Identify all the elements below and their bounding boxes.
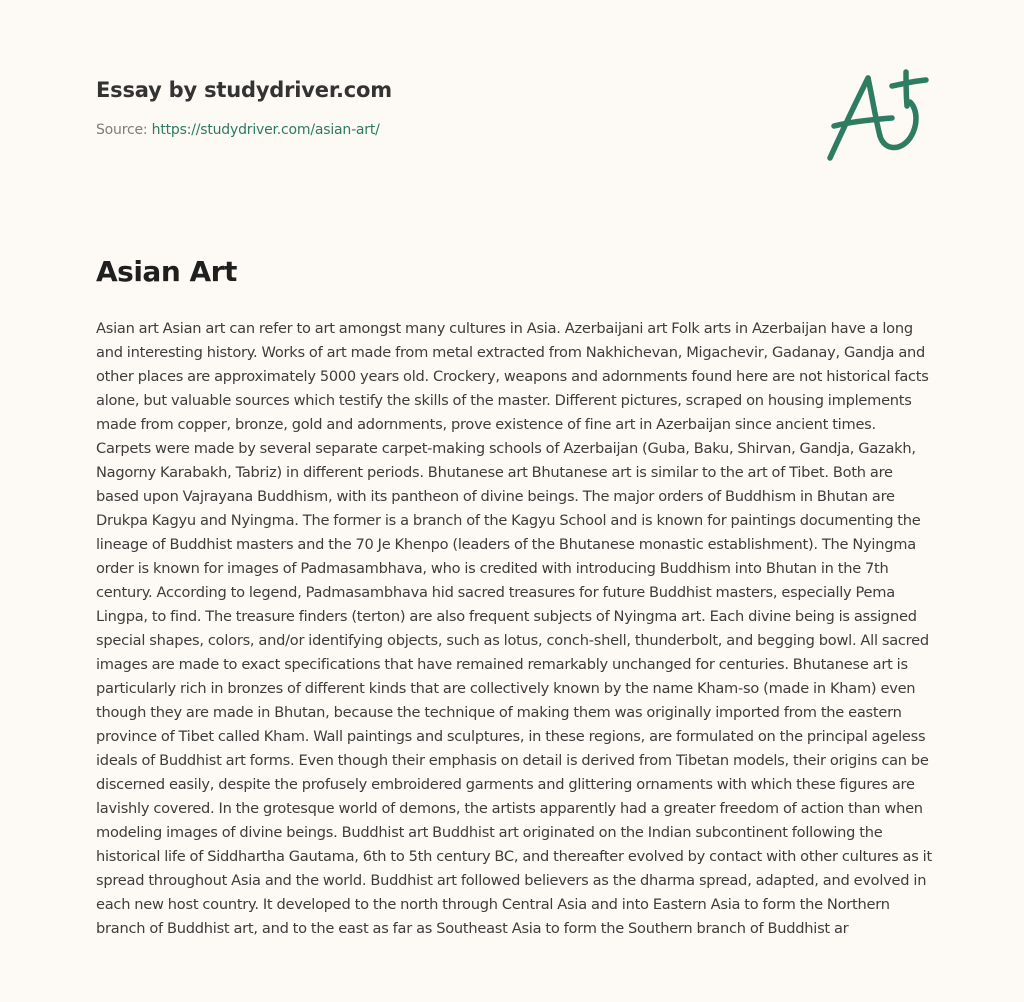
a-plus-grade-icon <box>822 66 932 166</box>
page-header <box>96 74 696 140</box>
article-title: Asian Art <box>96 255 237 288</box>
source-link[interactable]: https://studydriver.com/asian-art/ <box>151 122 380 138</box>
site-title: Essay by studydriver.com <box>96 78 392 102</box>
source-label: Source: <box>96 122 148 138</box>
source-line <box>96 120 696 140</box>
article-body: Asian art Asian art can refer to art amongst many cultures in Asia. Azerbaijani art Folk arts in Azerbaijan have a long and interesting history. Works of art made from metal extracted from Nakhichevan, Migachevir, Gadanay, Gandja and other places are approximately 5000 years old. Crockery, weapons and adornments found here are not historical facts alone, but valuable sources which testify the skills of the master. Different pictures, scraped on housing implements made from copper, bronze, gold and adornments, prove existence of fine art in Azerbaijan since ancient times. Carpets were made by several separate carpet-making schools of Azerbaijan (Guba, Baku, Shirvan, Gandja, Gazakh, Nagorny Karabakh, Tabriz) in different periods. Bhutanese art Bhutanese art is similar to the art of Tibet. Both are based upon Vajrayana Buddhism, with its pantheon of divine beings. The major orders of Buddhism in Bhutan are Drukpa Kagyu and Nyingma. The former is a branch of the Kagyu School and is known for paintings documenting the lineage of Buddhist masters and the 70 Je Khenpo (leaders of the Bhutanese monastic establishment). The Nyingma order is known for images of Padmasambhava, who is credited with introducing Buddhism into Bhutan in the 7th century. According to legend, Padmasambhava hid sacred treasures for future Buddhist masters, especially Pema Lingpa, to find. The treasure finders (terton) are also frequent subjects of Nyingma art. Each divine being is assigned special shapes, colors, and/or identifying objects, such as lotus, conch-shell, thunderbolt, and begging bowl. All sacred images are made to exact specifications that have remained remarkably unchanged for centuries. Bhutanese art is particularly rich in bronzes of different kinds that are collectively known by the name Kham-so (made in Kham) even though they are made in Bhutan, because the technique of making them was originally imported from the eastern province of Tibet called Kham. Wall paintings and sculptures, in these regions, are formulated on the principal ageless ideals of Buddhist art forms. Even though their emphasis on detail is derived from Tibetan models, their origins can be discerned easily, despite the profusely embroidered garments and glittering ornaments with which these figures are lavishly covered. In the grotesque world of demons, the artists apparently had a greater freedom of action than when modeling images of divine beings. Buddhist art Buddhist art originated on the Indian subcontinent following the historical life of Siddhartha Gautama, 6th to 5th century BC, and thereafter evolved by contact with other cultures as it spread throughout Asia and the world. Buddhist art followed believers as the dharma spread, adapted, and evolved in each new host country. It developed to the north through Central Asia and into Eastern Asia to form the Northern branch of Buddhist art, and to the east as far as Southeast Asia to form the Southern branch of Buddhist ar <box>96 320 932 937</box>
